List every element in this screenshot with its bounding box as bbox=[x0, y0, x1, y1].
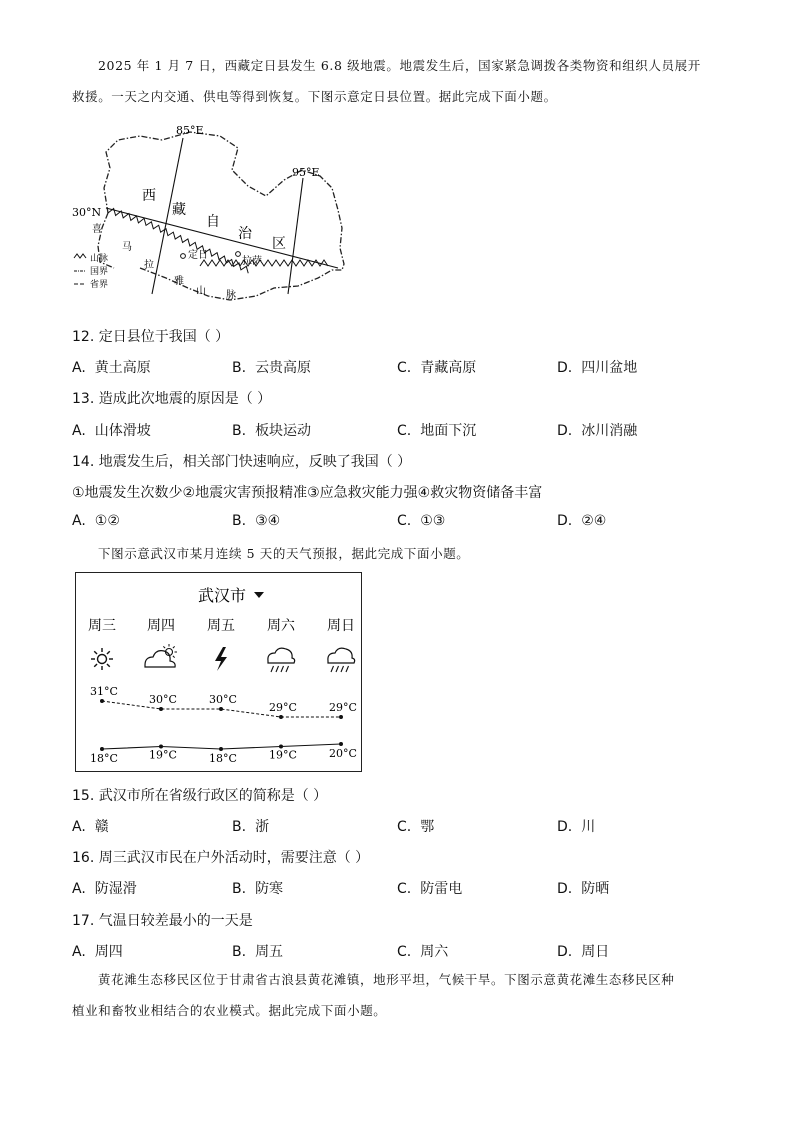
option-letter: B. bbox=[232, 944, 247, 960]
question-17: 17. 气温日较差最小的一天是 bbox=[72, 913, 253, 929]
option-letter: D. bbox=[557, 423, 573, 439]
region-char: 藏 bbox=[172, 202, 186, 218]
option-a[interactable] bbox=[72, 878, 137, 898]
day-label: 周五 bbox=[207, 618, 235, 634]
region-char: 治 bbox=[238, 226, 252, 242]
question-12-options bbox=[72, 357, 732, 377]
option-b[interactable] bbox=[232, 420, 311, 440]
option-d[interactable] bbox=[557, 816, 595, 836]
option-text: 冰川消融 bbox=[581, 423, 638, 439]
label-lhasa: 拉萨 bbox=[242, 256, 262, 267]
high-temp-point bbox=[279, 715, 283, 719]
option-text: ①② bbox=[94, 513, 120, 529]
question-16: 16. 周三武汉市民在户外活动时，需要注意（ ） bbox=[72, 850, 370, 866]
label-85e: 85°E bbox=[176, 124, 204, 137]
low-temp-label: 18°C bbox=[90, 752, 118, 765]
low-temp-label: 18°C bbox=[209, 752, 237, 765]
tibet-boundary bbox=[104, 132, 344, 270]
option-letter: A. bbox=[72, 881, 86, 897]
option-letter: B. bbox=[232, 360, 247, 376]
label-dingri: 定日 bbox=[188, 250, 208, 261]
high-temp-label: 29°C bbox=[329, 701, 357, 714]
option-letter: D. bbox=[557, 360, 573, 376]
option-text: 防寒 bbox=[255, 881, 284, 897]
option-text: 赣 bbox=[94, 819, 109, 835]
question-14-choices: ①地震发生次数少②地震灾害预报精准③应急救灾能力强④救灾物资储备丰富 bbox=[72, 485, 543, 501]
option-letter: D. bbox=[557, 944, 573, 960]
option-a[interactable] bbox=[72, 420, 151, 440]
legend-national-border-label: 国界 bbox=[90, 267, 109, 277]
option-c[interactable] bbox=[397, 357, 476, 377]
option-b[interactable] bbox=[232, 941, 283, 961]
lightning-icon bbox=[215, 647, 227, 671]
option-a[interactable] bbox=[72, 513, 120, 529]
option-text: 周日 bbox=[581, 944, 610, 960]
question-17-options bbox=[72, 941, 732, 961]
region-char: 区 bbox=[272, 236, 286, 252]
high-temp-point bbox=[339, 715, 343, 719]
option-letter: C. bbox=[397, 881, 412, 897]
weather-forecast-panel bbox=[75, 572, 362, 772]
intro-line: 2025 年 1 月 7 日，西藏定日县发生 6.8 级地震。地震发生后，国家紧急调拨各类物资和组织人员展开 bbox=[98, 58, 701, 73]
option-c[interactable] bbox=[397, 878, 462, 898]
himalaya-char: 马 bbox=[122, 242, 132, 253]
low-temp-label: 19°C bbox=[149, 748, 177, 762]
legend-mountain-label: 山脉 bbox=[90, 254, 109, 264]
question-16-options bbox=[72, 878, 732, 898]
option-text: 周四 bbox=[94, 944, 123, 960]
option-text: ③④ bbox=[255, 513, 281, 529]
question-13: 13. 造成此次地震的原因是（ ） bbox=[72, 391, 272, 407]
option-a[interactable] bbox=[72, 941, 123, 961]
option-b[interactable] bbox=[232, 357, 311, 377]
option-letter: B. bbox=[232, 423, 247, 439]
option-c[interactable] bbox=[397, 513, 445, 529]
option-text: 地面下沉 bbox=[420, 423, 477, 439]
question-13-options bbox=[72, 420, 732, 440]
option-d[interactable] bbox=[557, 878, 609, 898]
region-char: 西 bbox=[142, 188, 156, 204]
city-name: 武汉市 bbox=[198, 586, 247, 605]
option-d[interactable] bbox=[557, 357, 637, 377]
himalaya-char: 拉 bbox=[144, 260, 154, 271]
high-temp-point bbox=[219, 707, 223, 711]
intro-line: 救援。一天之内交通、供电等得到恢复。下图示意定日县位置。据此完成下面小题。 bbox=[72, 89, 557, 104]
option-d[interactable] bbox=[557, 941, 609, 961]
low-temp-point bbox=[339, 742, 343, 746]
high-temp-point bbox=[159, 707, 163, 711]
intro-passage-earthquake bbox=[72, 50, 724, 112]
partly-cloudy-icon bbox=[145, 644, 177, 667]
option-text: 四川盆地 bbox=[581, 360, 638, 376]
option-text: 云贵高原 bbox=[255, 360, 312, 376]
sun-icon bbox=[91, 648, 113, 670]
option-text: 周六 bbox=[420, 944, 449, 960]
low-temp-point bbox=[219, 747, 223, 751]
dingri-marker bbox=[181, 254, 186, 259]
option-b[interactable] bbox=[232, 816, 269, 836]
option-letter: C. bbox=[397, 423, 412, 439]
option-text: 青藏高原 bbox=[420, 360, 477, 376]
high-temp-label: 31°C bbox=[90, 685, 118, 698]
weather-forecast-graphic bbox=[76, 573, 360, 770]
option-letter: A. bbox=[72, 423, 86, 439]
day-label: 周日 bbox=[327, 618, 355, 634]
legend-mountain-symbol bbox=[74, 254, 86, 258]
option-text: ②④ bbox=[581, 513, 607, 529]
intro-passage-huanghuatan bbox=[72, 964, 724, 1026]
option-b[interactable] bbox=[232, 878, 283, 898]
option-text: 鄂 bbox=[420, 819, 435, 835]
day-label: 周六 bbox=[267, 618, 295, 634]
map-legend bbox=[74, 252, 108, 290]
option-d[interactable] bbox=[557, 513, 606, 529]
option-letter: C. bbox=[397, 360, 412, 376]
option-letter: C. bbox=[397, 513, 412, 529]
high-temp-label: 30°C bbox=[209, 693, 237, 706]
option-letter: A. bbox=[72, 944, 86, 960]
city-dropdown-icon bbox=[254, 592, 264, 598]
low-temp-point bbox=[100, 747, 104, 751]
option-text: 板块运动 bbox=[255, 423, 312, 439]
option-letter: C. bbox=[397, 819, 412, 835]
option-b[interactable] bbox=[232, 513, 280, 529]
region-char: 自 bbox=[206, 214, 220, 230]
intro-line: 下图示意武汉市某月连续 5 天的天气预报，据此完成下面小题。 bbox=[98, 546, 470, 561]
option-letter: B. bbox=[232, 881, 247, 897]
himalaya-char: 山 bbox=[196, 286, 206, 297]
option-letter: D. bbox=[557, 819, 573, 835]
day-label: 周三 bbox=[88, 618, 116, 634]
himalaya-char: 雅 bbox=[174, 276, 184, 287]
question-15: 15. 武汉市所在省级行政区的简称是（ ） bbox=[72, 788, 328, 804]
low-temp-label: 19°C bbox=[269, 748, 297, 762]
lhasa-marker bbox=[236, 252, 241, 257]
question-14: 14. 地震发生后，相关部门快速响应，反映了我国（ ） bbox=[72, 454, 412, 470]
rain-icon bbox=[268, 648, 295, 672]
option-letter: D. bbox=[557, 881, 573, 897]
high-temp-point bbox=[100, 699, 104, 703]
option-letter: A. bbox=[72, 819, 86, 835]
label-30n: 30°N bbox=[72, 206, 102, 219]
tibet-boundary-south bbox=[140, 268, 342, 300]
option-a[interactable] bbox=[72, 816, 109, 836]
legend-provincial-border-label: 省界 bbox=[90, 280, 109, 290]
low-temp-label: 20°C bbox=[329, 747, 357, 760]
option-text: 黄土高原 bbox=[94, 360, 151, 376]
option-text: 周五 bbox=[255, 944, 284, 960]
option-text: 山体滑坡 bbox=[94, 423, 151, 439]
option-c[interactable] bbox=[397, 816, 434, 836]
tibet-location-map bbox=[70, 118, 360, 308]
himalaya-char: 脉 bbox=[226, 290, 236, 301]
option-c[interactable] bbox=[397, 941, 448, 961]
intro-passage-weather bbox=[72, 538, 724, 569]
option-d[interactable] bbox=[557, 420, 637, 440]
intro-line: 植业和畜牧业相结合的农业模式。据此完成下面小题。 bbox=[72, 1003, 387, 1018]
option-c[interactable] bbox=[397, 420, 476, 440]
option-letter: A. bbox=[72, 513, 86, 529]
intro-line: 黄花滩生态移民区位于甘肃省古浪县黄花滩镇，地形平坦，气候干旱。下图示意黄花滩生态移民区种 bbox=[98, 972, 675, 987]
question-14-options bbox=[72, 513, 732, 533]
high-temp-label: 30°C bbox=[149, 693, 177, 706]
question-15-options bbox=[72, 816, 732, 836]
question-12: 12. 定日县位于我国（ ） bbox=[72, 329, 230, 345]
himalaya-char: 喜 bbox=[92, 224, 102, 235]
option-letter: D. bbox=[557, 513, 573, 529]
rain-icon bbox=[328, 648, 355, 672]
option-letter: A. bbox=[72, 360, 86, 376]
option-text: 防晒 bbox=[581, 881, 610, 897]
option-text: 浙 bbox=[255, 819, 270, 835]
option-letter: B. bbox=[232, 819, 247, 835]
option-text: 防湿滑 bbox=[94, 881, 137, 897]
option-text: 防雷电 bbox=[420, 881, 463, 897]
option-a[interactable] bbox=[72, 357, 151, 377]
option-letter: B. bbox=[232, 513, 247, 529]
parallel-30n bbox=[106, 208, 338, 268]
option-letter: C. bbox=[397, 944, 412, 960]
label-95e: 95°E bbox=[292, 166, 320, 179]
day-label: 周四 bbox=[147, 618, 175, 634]
meridian-95e bbox=[288, 178, 303, 294]
option-text: 川 bbox=[581, 819, 596, 835]
high-temp-label: 29°C bbox=[269, 701, 297, 714]
option-text: ①③ bbox=[420, 513, 446, 529]
